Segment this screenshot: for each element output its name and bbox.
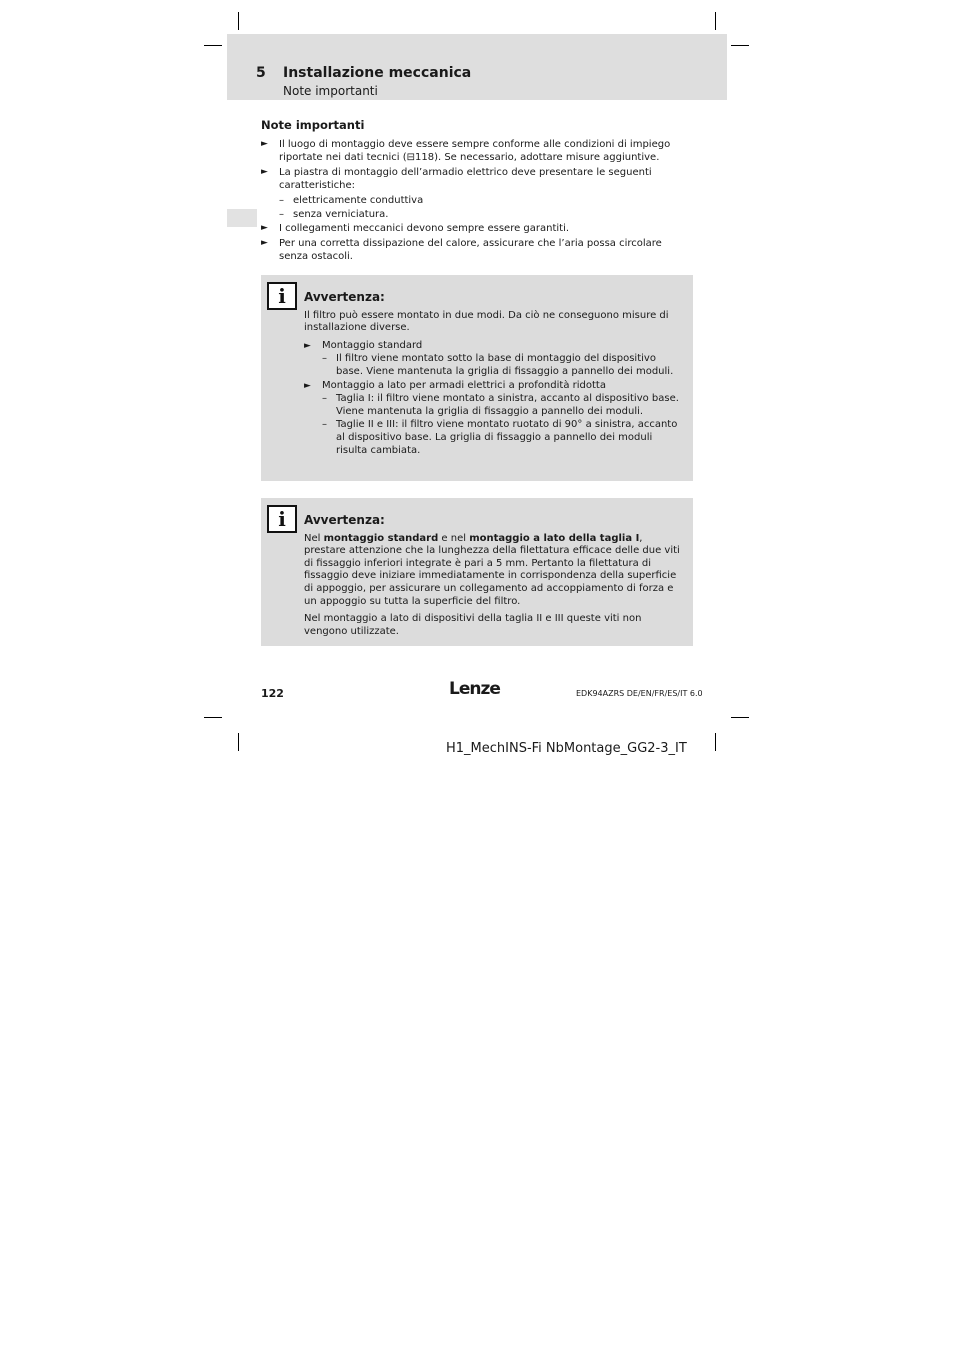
sub-list-item-text: Taglie II e III: il filtro viene montato ruotato di 90° a sinistra, accanto al dispositivo base. La griglia di fissaggio a pannello dei moduli risulta cambiata. (336, 419, 678, 456)
sub-list-item (322, 419, 684, 457)
chapter-side-tab (227, 209, 257, 227)
crop-mark (731, 717, 749, 718)
list-item (261, 237, 691, 263)
list-item (261, 166, 691, 192)
bullet-arrow-icon: ► (304, 380, 311, 391)
note-title: Avvertenza: (304, 513, 385, 527)
sub-list-item (279, 194, 691, 207)
lenze-logo: Lenze (449, 679, 500, 699)
document-code: EDK94AZRS DE/EN/FR/ES/IT 6.0 (576, 689, 703, 698)
crop-mark (731, 45, 749, 46)
bullet-arrow-icon: ► (261, 139, 268, 149)
dash-marker: – (322, 353, 327, 365)
sub-list (322, 353, 684, 378)
sub-list-item (322, 393, 684, 418)
text-run: , prestare attenzione che la lunghezza della filettatura efficace delle due viti di fissaggio inferiori integrate è pari a 5 mm. Pertanto la filettatura di fissaggio deve iniziare immediatamente in corrispondenza della superficie di appoggio, per assicurare un collegamento ad accoppiamento di forza e un appoggio su tutta la superficie del filtro. (304, 532, 680, 607)
list-item-text: Montaggio a lato per armadi elettrici a profondità ridotta (322, 379, 606, 391)
crop-mark (715, 12, 716, 30)
sub-list-item (322, 353, 684, 378)
sub-list-item-text: senza verniciatura. (293, 209, 389, 220)
crop-mark (715, 733, 716, 751)
note-paragraph: Nel montaggio a lato di dispositivi della taglia II e III queste viti non vengono utilizzate. (304, 613, 642, 637)
list-item-text: Il luogo di montaggio deve essere sempre conforme alle condizioni di impiego riportate nei dati tecnici (⊟118). Se necessario, adottare misure aggiuntive. (279, 139, 671, 163)
list-item-text: Per una corretta dissipazione del calore, assicurare che l’aria possa circolare senza ostacoli. (279, 238, 662, 262)
note-content (304, 291, 684, 458)
list-item (261, 138, 691, 164)
dash-marker: – (279, 195, 284, 206)
note-box-screw-length (261, 498, 693, 646)
list-item-text: I collegamenti meccanici devono sempre essere garantiti. (279, 223, 570, 234)
chapter-number: 5 (256, 65, 266, 81)
list-item (261, 222, 691, 235)
emphasis-text: montaggio standard (323, 532, 439, 544)
bullet-arrow-icon: ► (261, 238, 268, 248)
file-name: H1_MechINS-Fi NbMontage_GG2-3_IT (446, 741, 687, 756)
text-run: Nel (304, 532, 324, 544)
note-content (304, 514, 684, 643)
page-number: 122 (261, 687, 284, 700)
dash-marker: – (322, 393, 327, 405)
sub-list-item-text: Taglia I: il filtro viene montato a sinistra, accanto al dispositivo base. Viene mantenuta la griglia di fissaggio a pannello dei moduli. (336, 393, 679, 417)
emphasis-text: montaggio a lato della taglia I (469, 532, 640, 544)
text-run: e nel (438, 532, 470, 544)
sub-list-item-text: elettricamente conduttiva (293, 195, 424, 206)
info-icon: i (267, 505, 297, 533)
list-item (304, 380, 684, 393)
info-icon: i (267, 282, 297, 310)
list-item (304, 340, 684, 353)
section-heading: Note importanti (261, 118, 365, 132)
crop-mark (238, 733, 239, 751)
dash-marker: – (279, 209, 284, 220)
note-intro: Il filtro può essere montato in due modi. Da ciò ne conseguono misure di installazione diverse. (304, 309, 669, 334)
sub-list (279, 194, 691, 221)
note-box-mounting-modes (261, 275, 693, 481)
sub-list (322, 393, 684, 457)
note-title: Avvertenza: (304, 290, 385, 304)
sub-list-item-text: Il filtro viene montato sotto la base di montaggio del dispositivo base. Viene mantenuta la griglia di fissaggio a pannello dei moduli. (336, 353, 674, 377)
crop-mark (204, 45, 222, 46)
bullet-arrow-icon: ► (261, 167, 268, 177)
chapter-subtitle: Note importanti (283, 84, 378, 98)
bullet-arrow-icon: ► (304, 340, 311, 351)
note-paragraph (304, 533, 684, 609)
crop-mark (238, 12, 239, 30)
dash-marker: – (322, 419, 327, 431)
list-item-text: Montaggio standard (322, 339, 423, 351)
chapter-title: Installazione meccanica (283, 65, 472, 81)
crop-mark (204, 717, 222, 718)
section-content (261, 119, 691, 265)
bullet-arrow-icon: ► (261, 223, 268, 233)
list-item-text: La piastra di montaggio dell’armadio elettrico deve presentare le seguenti caratteristiche: (279, 167, 652, 191)
sub-list-item (279, 208, 691, 221)
